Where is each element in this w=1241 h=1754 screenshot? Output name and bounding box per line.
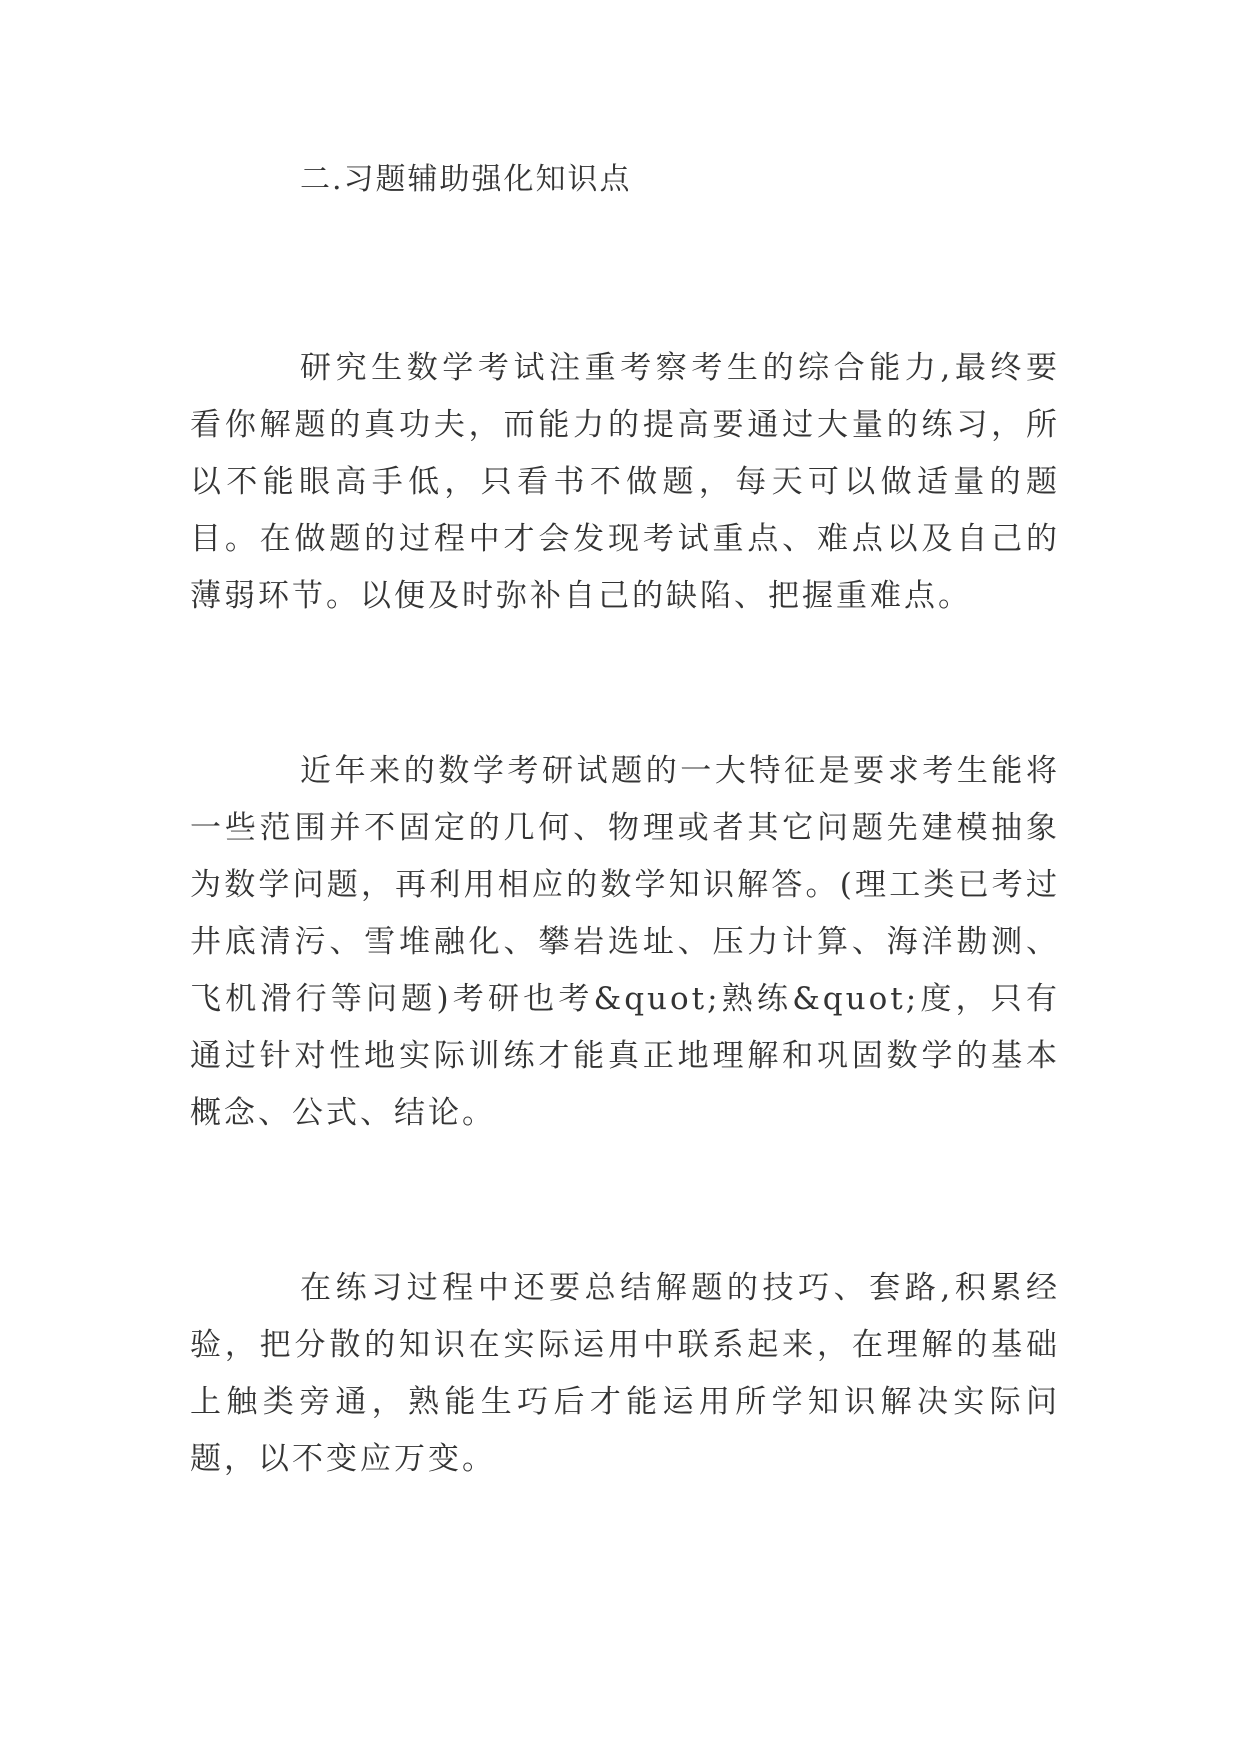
paragraph-summarize-skills: 在练习过程中还要总结解题的技巧、套路,积累经验，把分散的知识在实际运用中联系起来，在理解的基础上触类旁通，熟能生巧后才能运用所学知识解决实际问题，以不变应万变。 bbox=[190, 1270, 1060, 1477]
paragraph-practice-importance: 研究生数学考试注重考察考生的综合能力,最终要看你解题的真功夫，而能力的提高要通过大量的练习，所以不能眼高手低，只看书不做题，每天可以做适量的题目。在做题的过程中才会发现考试重点、难点以及自己的薄弱环节。以便及时弥补自己的缺陷、把握重难点。 bbox=[190, 350, 1060, 614]
paragraph-modeling-trend: 近年来的数学考研试题的一大特征是要求考生能将一些范围并不固定的几何、物理或者其它问题先建模抽象为数学问题，再利用相应的数学知识解答。(理工类已考过井底清污、雪堆融化、攀岩选址、压力计算、海洋勘测、飞机滑行等问题)考研也考&quot;熟练&quot;度，只有通过针对性地实际训练才能真正地理解和巩固数学的基本概念、公式、结论。 bbox=[190, 753, 1060, 1131]
section-heading: 二.习题辅助强化知识点 bbox=[300, 162, 632, 197]
